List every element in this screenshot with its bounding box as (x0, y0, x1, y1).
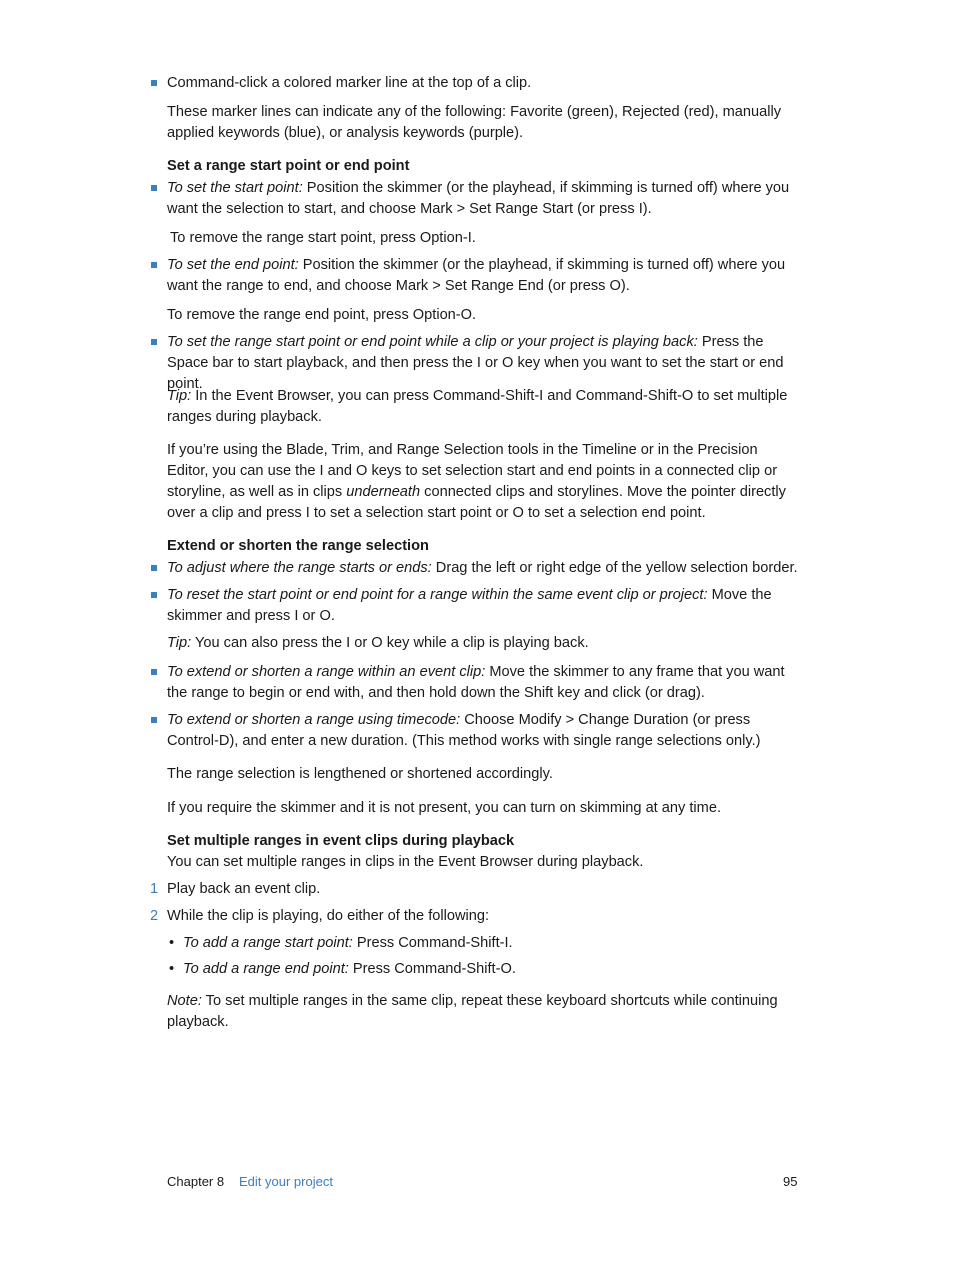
heading-multiple-ranges: Set multiple ranges in event clips during playback (167, 833, 515, 849)
bullet-icon (151, 339, 157, 345)
heading-set-range: Set a range start point or end point (167, 158, 410, 174)
bullet-set-end: To set the end point: Position the skimmer (or the playhead, if skimming is turned off) where you want the range to end, and choose Mark > Set Range End (or press O). (167, 257, 786, 294)
bullet-extend-event-clip: To extend or shorten a range within an event clip: Move the skimmer to any frame that you want the range to begin or end with, and then hold down the Shift key and click (or drag). (167, 664, 785, 701)
bullet-icon (151, 80, 157, 86)
bullet-icon (151, 592, 157, 598)
bullet-icon (151, 185, 157, 191)
paragraph-remove-start: To remove the range start point, press Option-I. (170, 230, 476, 246)
bullet-extend-timecode: To extend or shorten a range using timecode: Choose Modify > Change Duration (or press Control-D), and enter a new duration. (This method works with single range selections only.) (167, 712, 761, 749)
bullet-icon (151, 717, 157, 723)
footer-page-number: 95 (783, 1174, 798, 1189)
bullet-dot-icon: • (169, 935, 175, 951)
bullet-reset-range: To reset the start point or end point for a range within the same event clip or project: Move the skimmer and press I or O. (167, 587, 772, 624)
bullet-icon (151, 669, 157, 675)
tip-event-browser: Tip: In the Event Browser, you can press Command-Shift-I and Command-Shift-O to set multiple ranges during playback. (167, 388, 788, 425)
step-number: 1 (150, 881, 159, 897)
bullet-icon (151, 565, 157, 571)
bullet-while-playing: To set the range start point or end point while a clip or your project is playing back: Press the Space bar to start playback, and then press the I or O key when you want to set the start or end point. (167, 334, 784, 392)
paragraph-multiple-ranges: You can set multiple ranges in clips in the Event Browser during playback. (167, 854, 644, 870)
sub-bullet-end: To add a range end point: Press Command-Shift-O. (183, 961, 516, 977)
paragraph-blade-trim: If you’re using the Blade, Trim, and Range Selection tools in the Timeline or in the Precision Editor, you can use the I and O keys to set selection start and end points in a connected clip or storyline, as well as in clips underneath connected clips and storylines. Move the pointer directly over a clip and press I to set a selection start point or O to set a selection end point. (167, 442, 786, 521)
note-multiple-ranges: Note: To set multiple ranges in the same clip, repeat these keyboard shortcuts while continuing playback. (167, 993, 778, 1030)
footer-chapter: Chapter 8 (167, 1174, 225, 1189)
step-play-back: Play back an event clip. (167, 881, 321, 897)
bullet-adjust-range: To adjust where the range starts or ends: Drag the left or right edge of the yellow selection border. (167, 560, 798, 576)
tip-playing-back: Tip: You can also press the I or O key while a clip is playing back. (167, 635, 589, 651)
paragraph-marker-lines: These marker lines can indicate any of the following: Favorite (green), Rejected (red), manually applied keywords (blue), or analysis keywords (purple). (167, 104, 782, 141)
paragraph-skimmer: If you require the skimmer and it is not present, you can turn on skimming at any time. (167, 800, 721, 816)
paragraph-remove-end: To remove the range end point, press Option-O. (167, 307, 477, 323)
sub-bullet-start: To add a range start point: Press Command-Shift-I. (183, 935, 513, 951)
step-while-playing: While the clip is playing, do either of the following: (167, 908, 490, 924)
bullet-dot-icon: • (169, 961, 175, 977)
bullet-set-start: To set the start point: Position the skimmer (or the playhead, if skimming is turned off) where you want the selection to start, and choose Mark > Set Range Start (or press I). (167, 180, 790, 217)
step-number: 2 (150, 908, 159, 924)
heading-extend-shorten: Extend or shorten the range selection (167, 538, 429, 554)
bullet-icon (151, 262, 157, 268)
paragraph-command-click: Command-click a colored marker line at the top of a clip. (167, 75, 532, 91)
paragraph-lengthened: The range selection is lengthened or shortened accordingly. (167, 766, 553, 782)
footer-chapter-link[interactable]: Edit your project (239, 1174, 333, 1189)
